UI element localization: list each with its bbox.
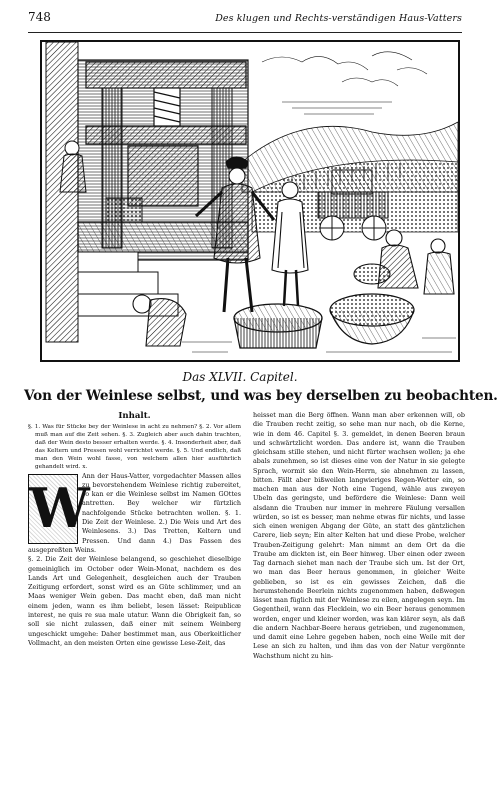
engraving-plate — [40, 40, 460, 362]
header-rule — [28, 32, 462, 33]
running-head — [28, 10, 462, 32]
right-column — [253, 411, 465, 661]
left-column — [28, 411, 241, 648]
press-beam-top — [86, 62, 246, 88]
opening-paragraph — [28, 472, 241, 556]
press-block — [128, 146, 198, 206]
press-screw — [154, 88, 180, 126]
page-number: 748 — [28, 10, 51, 24]
section-2-text: §. 2. Die Zeit der Weinlese belangend, so geschiehet dieselbige gemeiniglich im October oder Wein-Monat, nachdem es des Lands Art und Gelegenheit, desgleichen auch der Trauben Zeitigung erfordert, sonst wird es an Güte schlimmer, und an Maas weniger Wein geben. Das macht eben, daß man nicht einem jeden, wann es ihm beliebt, lesen lässet: Reipublicæ interest, ne quis re sua male utatur. Wann die Obrigkeit fan, so soll sie nicht zulassen, daß einer mit seinem Weinberg ungeschickt umgehe: Daher bestimmet man, aus Oberkeitlicher Vollmacht, an den meisten Orten eine gewisse Lese-Zeit, das — [28, 555, 241, 647]
running-title: Des klugen und Rechts-verständigen Haus-Vatters — [215, 13, 462, 24]
vintage-scene-illustration — [42, 42, 458, 360]
ornamental-initial: W — [28, 474, 78, 544]
chapter-summary: §. 1. Was für Stücke bey der Weinlese in acht zu nehmen? §. 2. Vor allem muß man auf die Zeit sehen. §. 3. Zugleich aber auch dahin trachten, daß der Wein desto besser erhalten werde. §. 4. Insonderheit aber, daß das Keltern und Pressen wohl verrichtet werde. §. 5. Und endlich, daß man den Wein wohl fasse, von welchem allen hier ausführlich gehandelt wird. x. — [28, 424, 241, 471]
section-1-text: Ann der Haus-Vatter, vorgedachter Massen alles zu bevorstehendem Weinlese richtig zubereitet, so kan er die Weinlese selbst im Namen GOttes antretten. Bey welcher wir fürtzlich nachfolgende Stücke betrachten wollen. §. 1. Die Zeit der Weinlese. 2.) Die Weis und Art des Weinlesens. 3.) Das Tretten, Keltern und Pressen. Und dann 4.) Das Fassen des ausgepreßten Weins. — [28, 471, 241, 554]
grape-pile — [106, 198, 142, 222]
chapter-number: Das XLVII. Capitel. — [182, 370, 298, 384]
right-column-text: heisset man die Berg öffnen. Wann man aber erkennen will, ob die Trauben recht zeitig, so sehe man nur nach, ob die Kerne, wie in dem 46. Capitel §. 3. gemeldet, in denen Beeren braun und schwärtzlicht worden. Das andere ist, wann die Trauben gleichsam stille stehen, und nicht fürter wachsen wollen; ja ehe abals zunehmen, so ist dieses eine von der Natur in sie gelegte Sprach, wormit sie den Wein-Herrn, sie abnehmen zu lassen, bitten. Fällt aber bißweilen langwieriges Regen-Wetter ein, so machen man aus der Noth eine Tugend, wähle aus zweyen Ubeln das geringste, und befördere die Weinlese: Dann weil alsdann die Trauben nur immer in mehrere Fäulung versallen würden, so ist es besser, man nehme etwas für nichts, und lasse sich einen wenigen Abgang der Güte, an statt des gäntzlichen Carere, lieb seyn; Ein alter Kelten hat und diese Probe, welcher Trauben-Zeitigung gelehrt: Man nimmt an dem Ort da die Traube am dickten ist, ein Beer hinweg. Uber einen oder zween Tag darnach siehet man nach der Traube sich um. Ist der Ort, wo man das Beer heraus genommen, in gleicher Weite geblieben, so ist es ein gewisses Zeichen, daß die herumstehende Beerlein nichts zugenommen haben, deßwegen lässet man füglich mit der Weinlese zu eilen, angelegen seyn. Im Gegentheil, wann das Flecklein, wo ein Beer heraus genommen worden, enger und kleiner worden, was kan klärer seyn, als daß die andern Nachbar-Beere heraus getrieben, und zugenommen, und damit eine Lehre gegeben haben, noch eine Weile mit der Lese an sich zu halten, und ihm das von der Natur vergönnte Wachsthum nicht zu hin- — [253, 411, 465, 660]
chapter-title: Von der Weinlese selbst, und was bey derselben zu beobachten. — [24, 388, 498, 404]
inhalt-heading: Inhalt. — [118, 411, 151, 421]
